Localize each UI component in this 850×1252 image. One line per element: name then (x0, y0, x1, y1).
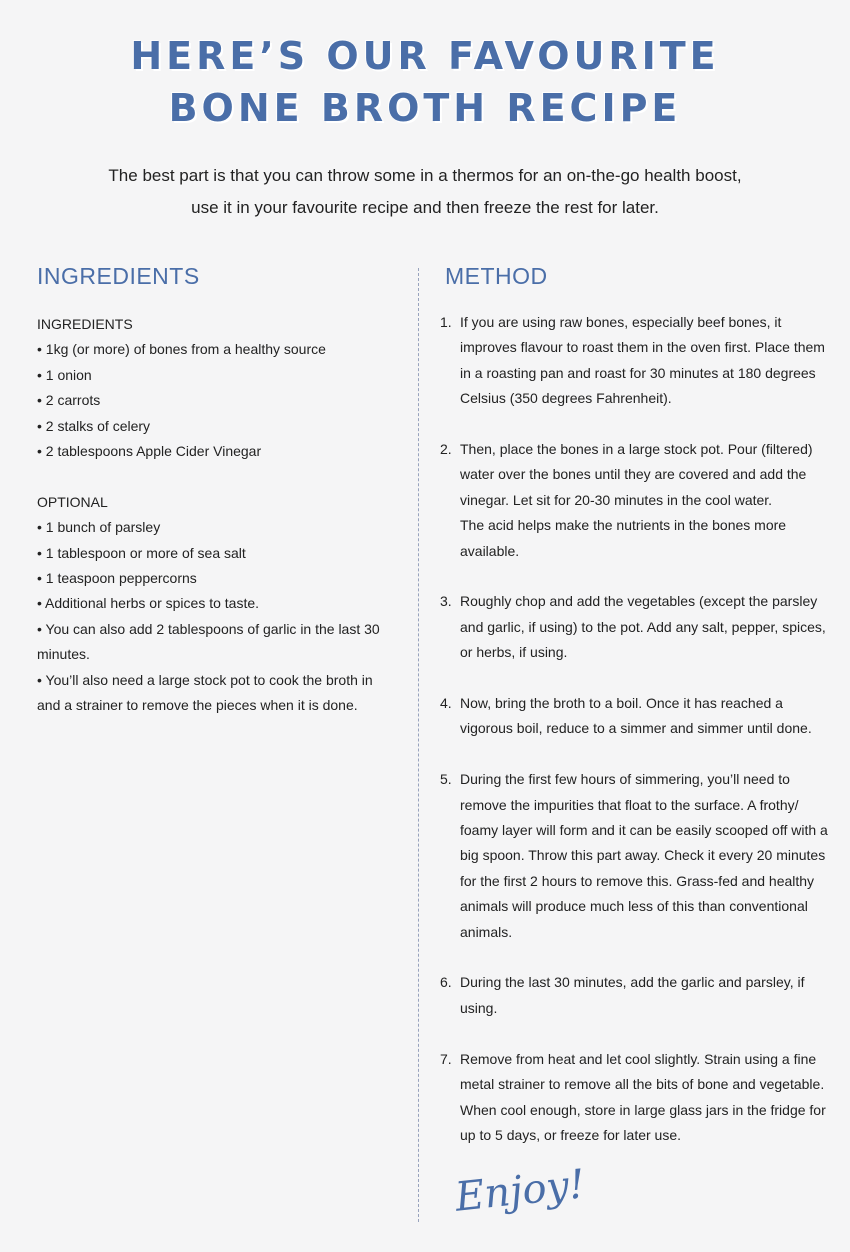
step-number: 7. (440, 1050, 452, 1067)
list-item: • 1 onion (37, 366, 92, 383)
list-item: • 2 stalks of celery (37, 417, 151, 434)
step-text: If you are using raw bones, especially beef bones, it improves flavour to roast them in the oven first. Place them in a roasting pan and roast for 30 minutes at 180 degrees Celsius (350 degrees Fahrenheit). (460, 314, 825, 407)
ingredients-list (37, 312, 397, 718)
step-text-continued: The acid helps make the nutrients in the bones more available. (460, 517, 787, 559)
optional-heading: OPTIONAL (37, 493, 108, 510)
step-number: 6. (440, 974, 452, 991)
title-line-2: BONE BROTH RECIPE (168, 86, 682, 130)
step-text: Then, place the bones in a large stock pot. Pour (filtered) water over the bones until they are covered and add the vinegar. Let sit for 20-30 minutes in the cool water. (460, 441, 813, 508)
title-line-1: HERE’S OUR FAVOURITE (130, 34, 720, 78)
step-text: During the last 30 minutes, add the garlic and parsley, if using. (460, 974, 805, 1016)
list-item: • 1kg (or more) of bones from a healthy source (37, 341, 326, 358)
method-step (440, 767, 835, 945)
list-item: • 1 bunch of parsley (37, 519, 161, 536)
enjoy-signoff: Enjoy! (452, 1161, 588, 1221)
method-step (440, 310, 835, 412)
method-heading: METHOD (445, 263, 548, 289)
step-number: 3. (440, 593, 452, 610)
list-item: • You’ll also need a large stock pot to cook the broth in and a strainer to remove the pieces when it is done. (37, 671, 373, 714)
method-step (440, 589, 835, 665)
step-number: 2. (440, 441, 452, 458)
step-text: Roughly chop and add the vegetables (except the parsley and garlic, if using) to the pot. Add any salt, pepper, spices, or herbs, if using. (460, 593, 826, 661)
ingredients-heading: INGREDIENTS (37, 263, 200, 289)
step-text: During the first few hours of simmering, you’ll need to remove the impurities that float to the surface. A frothy/ foamy layer will form and it can be easily scooped off with a big spoon. Throw this part away. Check it every 20 minutes for the first 2 hours to remove this. Grass-fed and healthy animals will produce much less of this than conventional animals. (460, 771, 828, 940)
step-number: 1. (440, 314, 452, 330)
list-item: • 1 teaspoon peppercorns (37, 570, 197, 587)
step-text: Remove from heat and let cool slightly. Strain using a fine metal strainer to remove all the bits of bone and vegetable. When cool enough, store in large glass jars in the fridge for up to 5 days, or freeze for later use. (460, 1050, 826, 1143)
step-number: 4. (440, 695, 452, 712)
column-divider (418, 268, 419, 1222)
method-steps (440, 310, 835, 1174)
list-item: • Additional herbs or spices to taste. (37, 595, 260, 612)
method-step (440, 691, 835, 742)
ingredients-subheading: INGREDIENTS (37, 316, 133, 332)
step-number: 5. (440, 771, 452, 788)
list-item: • You can also add 2 tablespoons of garlic in the last 30 minutes. (37, 620, 380, 663)
method-step (440, 970, 835, 1021)
step-text: Now, bring the broth to a boil. Once it has reached a vigorous boil, reduce to a simmer and simmer until done. (460, 695, 812, 737)
intro-line-2: use it in your favourite recipe and then freeze the rest for later. (191, 198, 659, 217)
intro-line-1: The best part is that you can throw some in a thermos for an on-the-go health boost, (108, 166, 742, 185)
method-step (440, 1047, 835, 1149)
intro-text (30, 160, 820, 224)
list-item: • 2 tablespoons Apple Cider Vinegar (37, 443, 262, 460)
list-item: • 1 tablespoon or more of sea salt (37, 544, 246, 561)
page-title (0, 30, 850, 134)
list-item: • 2 carrots (37, 392, 101, 409)
method-step (440, 437, 835, 564)
